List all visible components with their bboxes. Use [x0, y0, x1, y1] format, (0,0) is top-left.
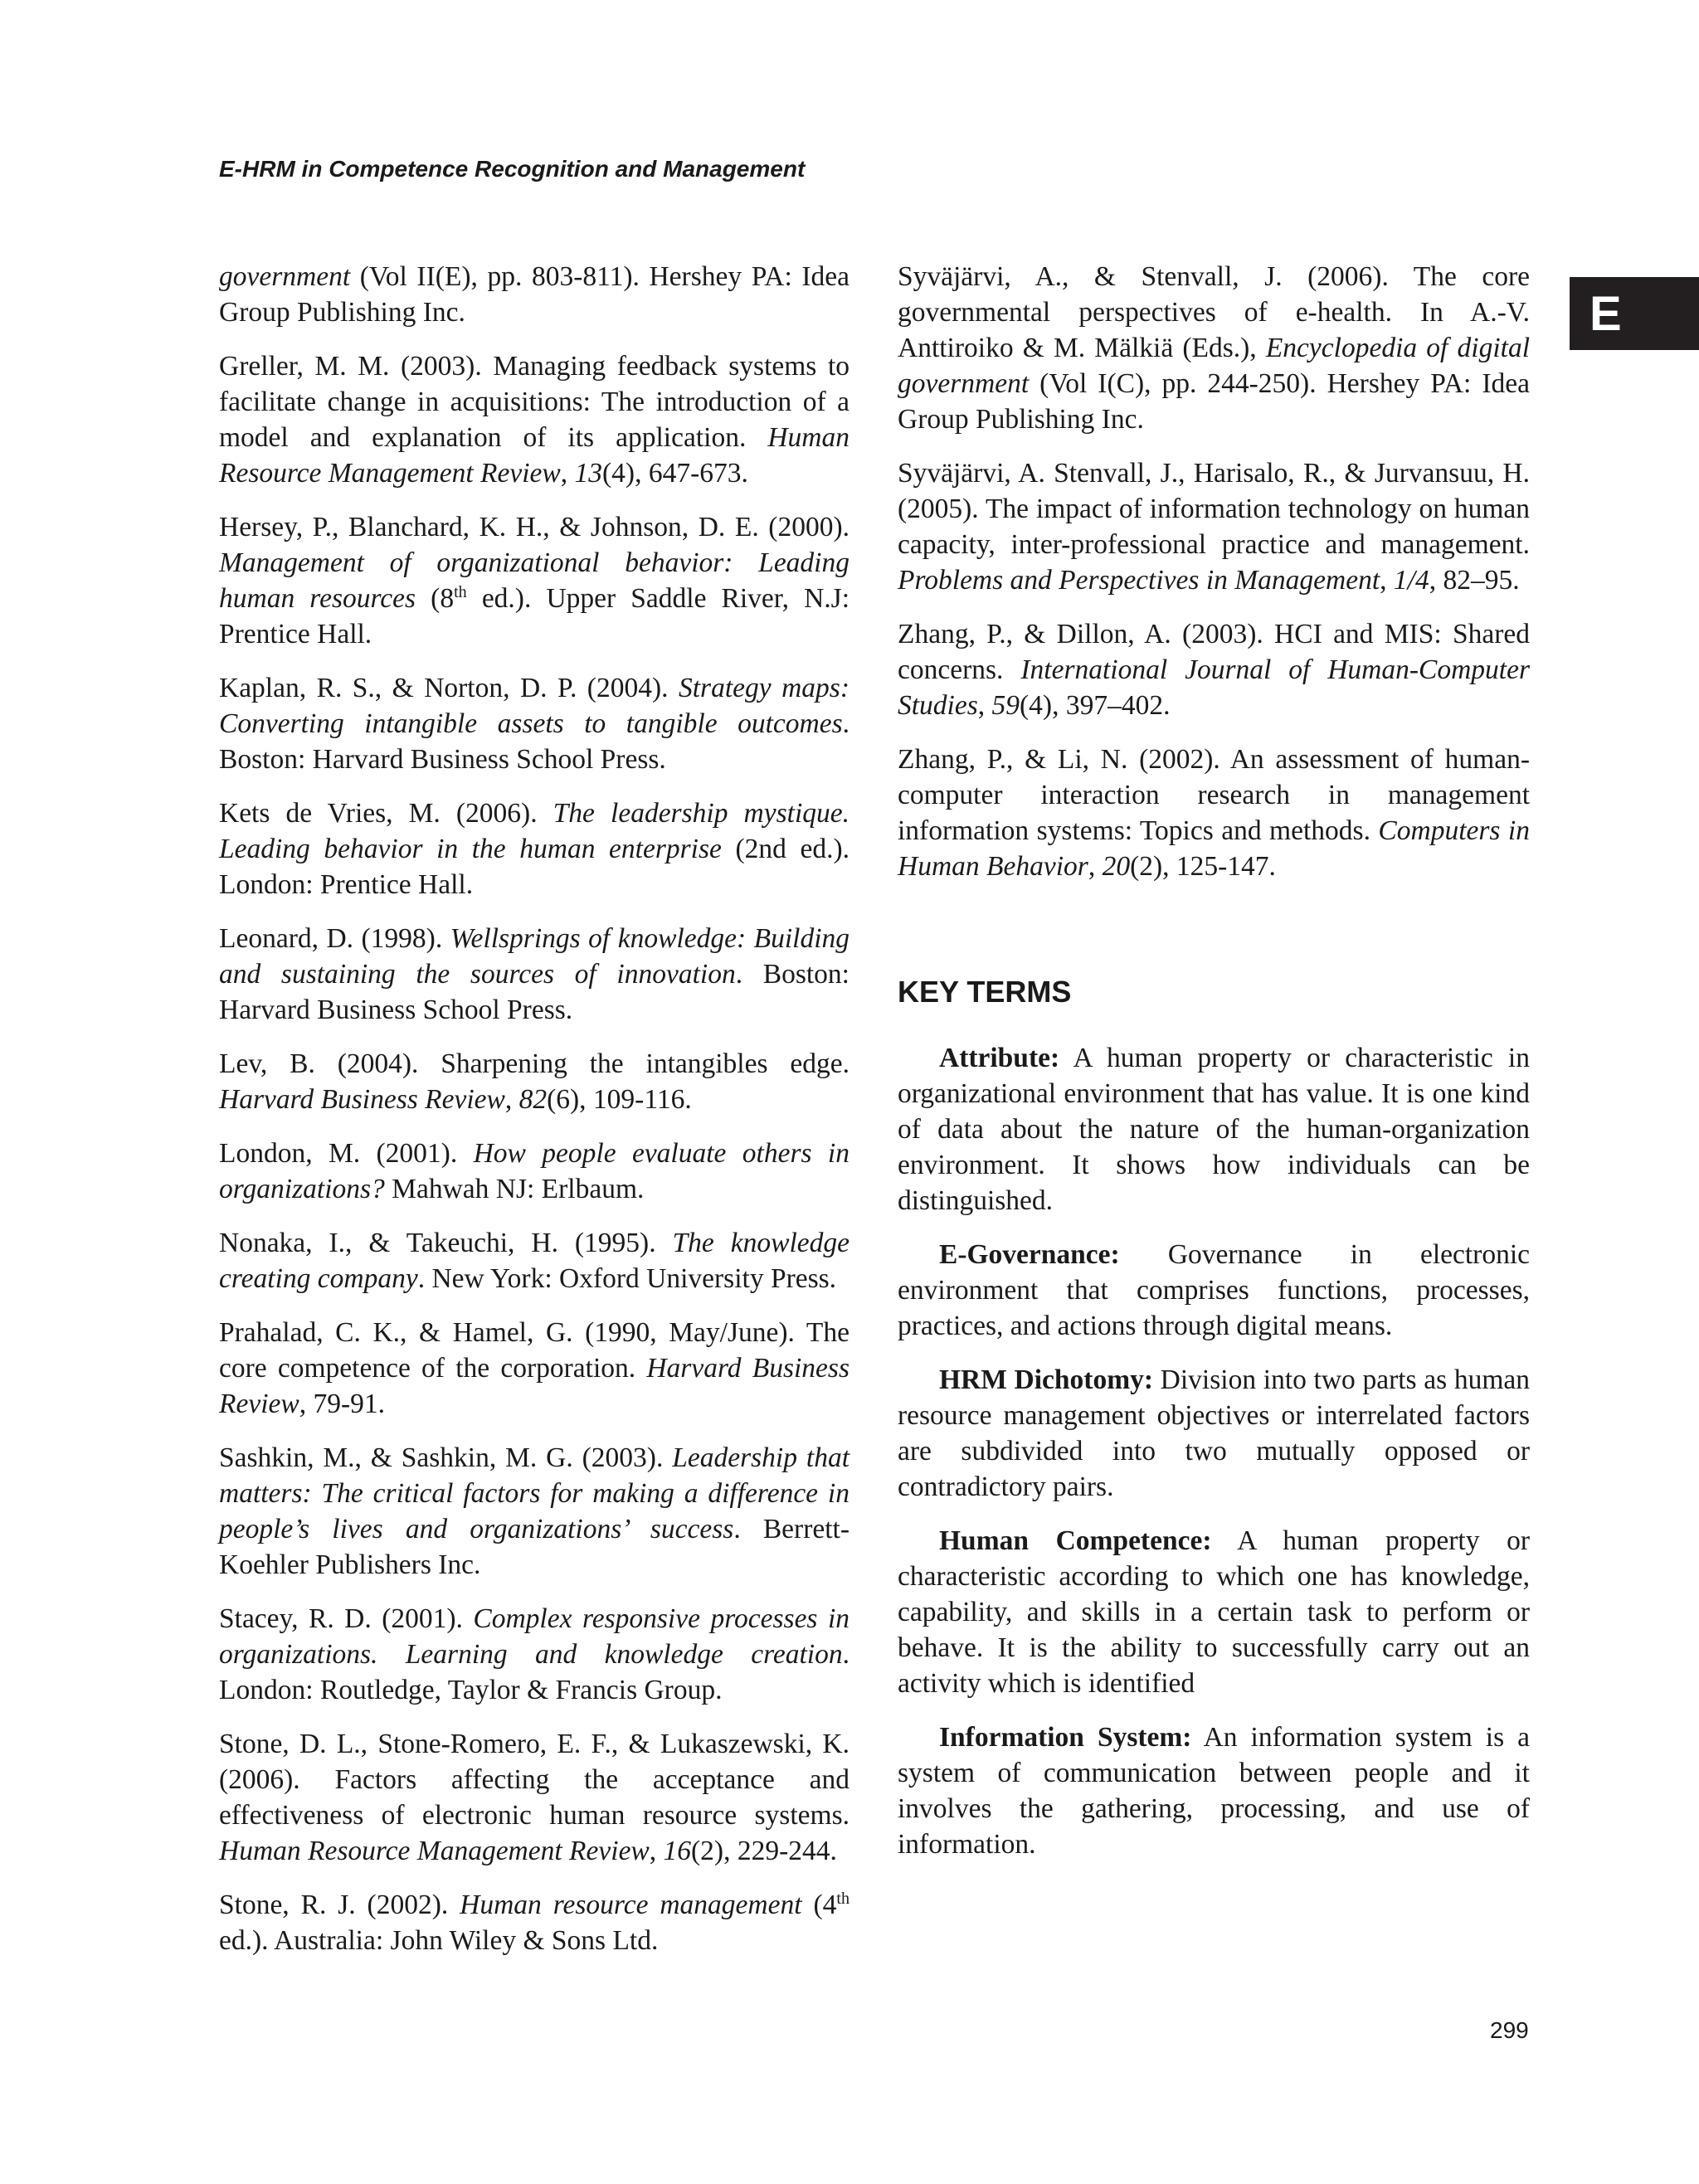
- reference-text: Stone, R. J. (2002).: [219, 1890, 460, 1920]
- key-term-name: Human Competence:: [939, 1525, 1212, 1556]
- reference-text: Kaplan, R. S., & Norton, D. P. (2004).: [219, 673, 679, 703]
- reference-entry: [219, 795, 850, 902]
- reference-text: Zhang, P., & Dillon, A. (2003). HCI and MIS: Shared concerns.: [898, 619, 1530, 685]
- reference-italic-text: The knowledge creating company: [219, 1228, 850, 1294]
- reference-text: , 79-91.: [299, 1389, 386, 1419]
- reference-italic-text: 59: [991, 690, 1020, 721]
- reference-entry: [898, 742, 1530, 884]
- reference-italic-text: Management of organizational behavior: Leading human resources: [219, 547, 850, 614]
- reference-text: ,: [504, 1084, 519, 1115]
- reference-text: . Boston: Harvard Business School Press.: [219, 959, 850, 1025]
- reference-text: . Boston: Harvard Business School Press.: [219, 708, 850, 775]
- reference-text: ed.). Upper Saddle River, N.J: Prentice Hall.: [219, 583, 850, 649]
- reference-entry: [219, 1315, 850, 1422]
- reference-text: Prahalad, C. K., & Hamel, G. (1990, May/June). The core competence of the corporation.: [219, 1317, 850, 1384]
- reference-text: Kets de Vries, M. (2006).: [219, 798, 553, 829]
- reference-text: Hersey, P., Blanchard, K. H., & Johnson, D. E. (2000).: [219, 512, 850, 542]
- reference-text: (Vol II(E), pp. 803-811). Hershey PA: Idea Group Publishing Inc.: [219, 261, 850, 328]
- reference-entry: [219, 509, 850, 652]
- reference-text: , 82–95.: [1429, 565, 1520, 596]
- reference-text: Stone, D. L., Stone-Romero, E. F., & Lukaszewski, K. (2006). Factors affecting the acceptance and effectiveness of electronic human resource systems.: [219, 1729, 850, 1831]
- key-term-name: E-Governance:: [939, 1239, 1120, 1270]
- reference-text: (2), 125-147.: [1130, 851, 1276, 882]
- key-term-entry: [898, 1237, 1530, 1344]
- reference-entry: [898, 616, 1530, 723]
- reference-text: Nonaka, I., & Takeuchi, H. (1995).: [219, 1228, 673, 1258]
- reference-italic-text: Computers in Human Behavior: [898, 815, 1530, 882]
- reference-entry: [219, 1136, 850, 1207]
- key-term-entry: [898, 1040, 1530, 1218]
- key-term-name: Attribute:: [939, 1043, 1060, 1073]
- reference-text: ,: [1380, 565, 1394, 596]
- reference-italic-text: 82: [518, 1084, 548, 1115]
- reference-text: (8: [416, 583, 455, 614]
- reference-text: Lev, B. (2004). Sharpening the intangibles edge.: [219, 1048, 850, 1079]
- key-term-definition: Division into two parts as human resource management objectives or interrelated factors are subdivided into two mutually opposed or contradictory pairs.: [898, 1364, 1531, 1502]
- reference-italic-text: How people evaluate others in organizations?: [219, 1138, 850, 1204]
- reference-italic-text: Harvard Business Review: [219, 1353, 850, 1419]
- key-term-definition: An information system is a system of communication between people and it involves the gathering, processing, and use of information.: [898, 1722, 1530, 1860]
- reference-text: Leonard, D. (1998).: [219, 923, 450, 954]
- reference-italic-text: Leadership that matters: The critical factors for making a difference in people’s lives and organizations’ success: [219, 1442, 850, 1544]
- reference-text: (2nd ed.). London: Prentice Hall.: [219, 834, 850, 900]
- reference-text: ,: [977, 690, 992, 721]
- reference-text: . Berrett-Koehler Publishers Inc.: [219, 1514, 850, 1580]
- reference-text: London, M. (2001).: [219, 1138, 474, 1169]
- page-number: 299: [1490, 2017, 1529, 2043]
- reference-text: Zhang, P., & Li, N. (2002). An assessment of human-computer interaction research in management information systems: Topics and methods.: [898, 744, 1530, 846]
- reference-italic-text: The leadership mystique. Leading behavior in the human enterprise: [219, 798, 850, 864]
- left-column: [219, 259, 850, 1958]
- reference-superscript: th: [454, 582, 467, 601]
- reference-italic-text: Human Resource Management Review: [219, 422, 850, 489]
- key-term-definition: A human property or characteristic according to which one has knowledge, capability, and skills in a certain task to perform or behave. It is the ability to successfully carry out an activity which is identified: [898, 1525, 1530, 1699]
- reference-superscript: th: [836, 1889, 850, 1908]
- reference-text: Syväjärvi, A., & Stenvall, J. (2006). The core governmental perspectives of e-health. In A.-V. Anttiroiko & M. Mälkiä (Eds.),: [898, 261, 1530, 363]
- reference-text: ,: [1088, 851, 1103, 882]
- reference-entry: [219, 1601, 850, 1708]
- reference-text: ,: [649, 1836, 664, 1866]
- reference-entry: [219, 1440, 850, 1583]
- reference-italic-text: government: [219, 261, 351, 292]
- reference-italic-text: International Journal of Human-Computer Studies: [898, 654, 1530, 721]
- key-term-entry: [898, 1362, 1530, 1505]
- reference-entry: [219, 921, 850, 1028]
- reference-text: (4), 647-673.: [602, 458, 748, 489]
- reference-entry: [219, 1225, 850, 1296]
- key-term-entry: [898, 1523, 1530, 1701]
- right-column: [898, 259, 1530, 1880]
- reference-italic-text: 13: [574, 458, 603, 489]
- reference-text: Stacey, R. D. (2001).: [219, 1603, 474, 1634]
- reference-italic-text: Human Resource Management Review: [219, 1836, 650, 1866]
- reference-text: (Vol I(C), pp. 244-250). Hershey PA: Idea Group Publishing Inc.: [898, 368, 1530, 435]
- reference-italic-text: Strategy maps: Converting intangible assets to tangible outcomes: [219, 673, 850, 739]
- reference-entry: [219, 1046, 850, 1117]
- reference-entry: [219, 670, 850, 777]
- key-term-definition: A human property or characteristic in organizational environment that has value. It is one kind of data about the nature of the human-organization environment. It shows how individuals can be distinguished.: [898, 1043, 1530, 1216]
- key-term-name: Information System:: [939, 1722, 1192, 1753]
- key-terms-heading: KEY TERMS: [898, 975, 1072, 1009]
- key-term-name: HRM Dichotomy:: [939, 1364, 1154, 1395]
- reference-text: Sashkin, M., & Sashkin, M. G. (2003).: [219, 1442, 673, 1473]
- reference-entry: [898, 259, 1530, 437]
- reference-italic-text: Wellsprings of knowledge: Building and sustaining the sources of innovation: [219, 923, 850, 990]
- reference-italic-text: 20: [1102, 851, 1131, 882]
- reference-entry: [219, 348, 850, 491]
- right-references: [898, 259, 1530, 884]
- reference-entry: [219, 1887, 850, 1958]
- reference-text: (4), 397–402.: [1020, 690, 1171, 721]
- key-term-definition: Governance in electronic environment that comprises functions, processes, practices, and actions through digital means.: [898, 1239, 1530, 1341]
- reference-italic-text: Harvard Business Review: [219, 1084, 505, 1115]
- reference-text: ed.). Australia: John Wiley & Sons Ltd.: [219, 1925, 659, 1956]
- section-thumb-tab: [1570, 277, 1699, 350]
- reference-italic-text: Problems and Perspectives in Management: [898, 565, 1380, 596]
- reference-text: . New York: Oxford University Press.: [417, 1263, 837, 1294]
- reference-italic-text: 16: [663, 1836, 692, 1866]
- reference-italic-text: 1/4: [1393, 565, 1429, 596]
- reference-entry: [898, 455, 1530, 598]
- reference-text: Mahwah NJ: Erlbaum.: [384, 1174, 645, 1204]
- reference-italic-text: Complex responsive processes in organizations. Learning and knowledge creation: [219, 1603, 850, 1670]
- section-letter: E: [1589, 286, 1622, 341]
- running-header: E-HRM in Competence Recognition and Management: [219, 156, 806, 182]
- reference-text: Syväjärvi, A. Stenvall, J., Harisalo, R., & Jurvansuu, H. (2005). The impact of information technology on human capacity, inter-professional practice and management.: [898, 458, 1530, 560]
- reference-italic-text: Encyclopedia of digital government: [898, 333, 1530, 399]
- key-terms-list: [898, 1040, 1530, 1862]
- reference-entry: [219, 259, 850, 330]
- reference-entry: [219, 1726, 850, 1869]
- reference-text: Greller, M. M. (2003). Managing feedback systems to facilitate change in acquisitions: The introduction of a model and explanation of its application.: [219, 351, 850, 453]
- reference-text: ,: [560, 458, 575, 489]
- reference-text: (4: [801, 1890, 837, 1920]
- reference-text: (2), 229-244.: [691, 1836, 837, 1866]
- reference-text: (6), 109-116.: [547, 1084, 692, 1115]
- key-term-entry: [898, 1719, 1530, 1862]
- reference-italic-text: Human resource management: [460, 1890, 802, 1920]
- reference-text: . London: Routledge, Taylor & Francis Group.: [219, 1639, 850, 1705]
